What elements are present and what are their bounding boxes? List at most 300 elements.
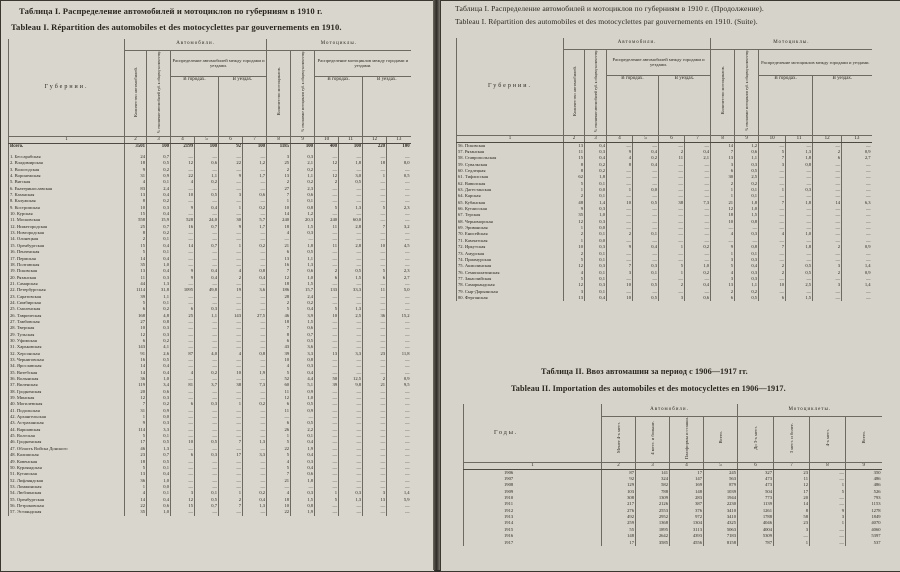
row-cell: 11 [564,149,585,155]
row-cell: 0,1 [585,270,607,276]
row-cell: — [243,230,267,236]
row-cell: 0,7 [147,154,171,160]
row-cell: — [813,257,842,263]
row-cell: 30 [711,174,735,180]
row-name: 15. Оренбургская [9,243,125,249]
row-cell: — [387,198,411,204]
row-name: 45. Волгская [9,433,125,439]
row-cell: — [339,319,363,325]
row-cell: 18 [125,160,147,166]
row-cell: 13 [267,256,291,262]
row-cell: 0,2 [147,230,171,236]
row-cell: 44 [125,281,147,287]
header-subcolumn [670,416,704,462]
row-cell: — [633,238,659,244]
table1-cont-title-fr: Tableau I. Répartition des automobiles et des motocyclettes par gouvernements en 1910. (Suite). [455,17,758,26]
row-cell: 10 [171,192,195,198]
row-cell: — [813,219,842,225]
row-cell: 1,8 [339,160,363,166]
row-cell: 22 [267,446,291,452]
row-cell: — [315,281,339,287]
row-name: 54. Люблинская [9,490,125,496]
row-cell: 4004 [738,527,774,533]
header-distribution-auto: Распределение автомобилей между городами и уездами. [607,49,711,76]
row-cell: — [813,174,842,180]
row-cell: — [339,154,363,160]
row-cell: 0,8 [147,319,171,325]
header-subcolumn [774,416,810,462]
row-cell: 7 [759,155,786,161]
row-cell: 0,4 [147,256,171,262]
row-cell: 1,5 [339,275,363,281]
row-cell: 12 [564,263,585,269]
row-cell: 6 [267,401,291,407]
row-cell: 9 [607,149,633,155]
row-cell: — [195,236,219,242]
row-cell: — [171,325,195,331]
row-cell: 1849 [846,514,882,520]
row-cell: 0,4 [633,149,659,155]
row-cell: — [685,174,711,180]
row-cell: 0,9 [842,270,872,276]
row-cell: 14 [813,200,842,206]
row-cell: 7,3 [243,382,267,388]
row-cell: 3,0 [339,173,363,179]
row-cell: 3585 [636,540,670,546]
row-cell: 0,7 [195,224,219,230]
row-cell: — [243,344,267,350]
row-name: 75. Акмолинская [457,263,564,269]
row-cell: 2,7 [842,155,872,161]
row-cell: 4,8 [147,313,171,319]
row-name: 43. Астраханская [9,420,125,426]
row-year: 1906 [464,469,602,476]
row-cell: 9 [171,205,195,211]
row-cell: — [363,503,387,509]
row-cell: 7183 [704,533,738,539]
row-cell: 24 [125,154,147,160]
row-cell: 5 [363,205,387,211]
row-cell: — [171,319,195,325]
row-cell: — [363,478,387,484]
row-name: 22. Петербургская [9,287,125,293]
row-cell: — [786,225,813,231]
book-gutter [433,0,440,570]
row-cell: 5 [315,205,339,211]
row-cell: — [243,306,267,312]
row-cell: — [171,376,195,382]
row-cell: 473 [738,482,774,488]
row-cell: 39 [125,294,147,300]
row-cell: 1153 [846,501,882,507]
row-cell: — [219,211,243,217]
row-cell: — [171,446,195,452]
row-cell: 12,5 [339,376,363,382]
row-cell: 0,1 [147,179,171,185]
row-cell: 0,6 [291,268,315,274]
column-number: 5 [195,136,219,143]
row-cell: 8 [125,230,147,236]
row-cell: 1 [607,187,633,193]
row-cell: — [387,465,411,471]
row-cell: — [243,389,267,395]
row-cell: 1 [125,484,147,490]
row-cell: 0,3 [291,363,315,369]
row-cell: 3 [267,154,291,160]
row-cell: 2,6 [147,351,171,357]
row-cell: — [659,257,685,263]
row-name: 61. Тифлисская [457,174,564,180]
row-cell: — [315,414,339,420]
row-cell: 0,1 [147,249,171,255]
row-cell: — [363,262,387,268]
row-cell: — [339,395,363,401]
row-cell: 10 [171,439,195,445]
row-cell: 6 [363,275,387,281]
row-cell: — [842,206,872,212]
row-cell: — [315,370,339,376]
row-cell: — [633,174,659,180]
header-motorcycles: Мотоциклеты. [738,404,882,416]
row-cell: — [387,262,411,268]
row-cell: 1,8 [786,155,813,161]
row-cell: — [243,294,267,300]
row-cell: 2,2 [291,427,315,433]
row-cell: 283 [670,495,704,501]
row-cell: — [219,294,243,300]
row-cell: 11 [267,408,291,414]
row-cell: 376 [670,508,704,514]
row-cell: — [711,238,735,244]
row-cell: 5 [315,306,339,312]
row-cell: — [243,427,267,433]
row-cell: 6 [711,295,735,301]
row-cell: — [659,212,685,218]
row-cell: — [195,344,219,350]
row-cell: — [339,484,363,490]
row-name: 57. Эстляндская [9,509,125,515]
total-cell: 3501 [125,143,147,150]
row-cell: 6 [125,338,147,344]
column-number: 6 [659,135,685,142]
row-cell: 13 [125,192,147,198]
row-cell: 0,2 [585,168,607,174]
row-cell: — [171,198,195,204]
row-cell: 5309 [738,533,774,539]
row-cell: 0,3 [147,205,171,211]
row-year: 1912 [464,508,602,514]
row-cell: — [633,251,659,257]
column-number: 8 [267,136,291,143]
row-cell: 1304 [670,520,704,526]
row-cell: 5 [267,370,291,376]
row-cell: — [786,174,813,180]
row-cell: — [219,509,243,515]
row-cell: — [387,370,411,376]
row-cell: 0,2 [147,198,171,204]
row-cell: 24,0 [195,217,219,223]
row-cell: 43 [267,344,291,350]
row-cell: 2 [607,231,633,237]
row-cell: — [387,236,411,242]
row-cell: — [387,211,411,217]
row-cell: 0,2 [685,244,711,250]
row-cell: 0,5 [633,200,659,206]
row-cell: 1,8 [291,243,315,249]
row-cell: — [387,357,411,363]
row-cell: 1,7 [243,173,267,179]
row-cell: — [315,427,339,433]
row-cell: 7 [711,149,735,155]
row-cell: — [786,181,813,187]
row-cell: 17 [602,540,636,546]
table-row [457,142,872,149]
row-name: 33. Черниговская [9,357,125,363]
row-cell: — [315,325,339,331]
row-cell: 0,9 [147,408,171,414]
row-cell: 582 [636,482,670,488]
row-cell: 1261 [738,508,774,514]
row-cell: 2 [564,231,585,237]
row-cell: 7 [759,244,786,250]
row-cell: 9 [564,206,585,212]
row-cell: 3,3 [291,351,315,357]
row-cell: 168 [125,313,147,319]
row-cell: — [387,256,411,262]
header-in-cities: В городах. [759,76,813,136]
row-cell: — [315,338,339,344]
row-cell: 1,3 [147,446,171,452]
row-cell: — [659,193,685,199]
row-cell: 3 [813,282,842,288]
row-cell: 1 [774,540,810,546]
row-name: 67. Терская [457,212,564,218]
header-motorcycles: Мотоциклы. [711,38,872,49]
row-cell: 7 [267,192,291,198]
row-cell: 0,5 [291,401,315,407]
row-name: 1. Бессарабская [9,154,125,160]
row-cell: — [387,192,411,198]
row-cell: — [339,198,363,204]
row-cell: — [339,192,363,198]
column-number: 5 [704,462,738,469]
row-cell: — [339,300,363,306]
row-cell: — [363,414,387,420]
table-row [464,540,882,546]
row-cell: — [219,198,243,204]
column-number-row [464,462,882,469]
row-cell: — [387,179,411,185]
row-cell: 2 [267,179,291,185]
row-cell: 1,0 [585,212,607,218]
row-cell: 141 [636,469,670,476]
row-cell: — [363,294,387,300]
row-cell: — [195,186,219,192]
row-cell: — [339,401,363,407]
row-cell: 7 [363,224,387,230]
row-cell: 0,8 [243,268,267,274]
row-cell: — [219,389,243,395]
row-cell: — [363,433,387,439]
row-cell: 2,8 [339,224,363,230]
row-cell: 12 [267,275,291,281]
row-cell: — [219,167,243,173]
row-cell: 0,6 [243,192,267,198]
row-cell: — [842,238,872,244]
row-cell: — [659,238,685,244]
row-name: 57. Рязанская [457,149,564,155]
row-cell: — [195,262,219,268]
row-cell: 0,6 [685,295,711,301]
row-cell: 0,2 [735,289,759,295]
row-cell: 2 [813,149,842,155]
header-count-moto: Количество мотоциклов. [267,50,291,136]
row-cell: 0,2 [735,181,759,187]
row-cell: — [813,295,842,301]
row-cell: 0,4 [147,243,171,249]
total-cell: 1185 [267,143,291,150]
row-cell: 1 [219,205,243,211]
row-cell: — [339,408,363,414]
row-cell: 119 [125,382,147,388]
row-cell: — [171,420,195,426]
row-cell: 504 [738,489,774,495]
row-cell: — [315,395,339,401]
header-count-auto: Количество автомобилей. [564,49,585,135]
row-cell: — [813,168,842,174]
row-cell: 2,3 [387,268,411,274]
row-cell: 129 [602,482,636,488]
row-cell: 9,5 [387,382,411,388]
row-cell: — [219,332,243,338]
row-name: 51. Кутаиская [9,471,125,477]
total-cell: 92 [219,143,243,150]
row-cell: 1944 [704,495,738,501]
row-cell: 52 [267,376,291,382]
row-cell: 0,5 [339,179,363,185]
header-distribution-moto: Распределение мотоциклов между городами и уездами. [759,49,872,76]
row-cell: 7 [607,263,633,269]
row-cell: — [685,168,711,174]
column-number: 9 [291,136,315,143]
row-cell: — [842,212,872,218]
row-cell: — [339,389,363,395]
row-cell: 0,4 [585,142,607,149]
row-cell: — [387,471,411,477]
row-cell: 26 [267,427,291,433]
row-cell: — [813,187,842,193]
row-name: 55. Оренбургская [9,497,125,503]
row-cell: — [339,325,363,331]
row-cell: 0,2 [291,167,315,173]
row-cell: — [219,357,243,363]
column-number: 9 [846,462,882,469]
row-cell: 0,1 [147,490,171,496]
row-cell: 0,6 [291,325,315,331]
row-cell: 2 [813,244,842,250]
row-cell: 6 [267,338,291,344]
row-cell: 2 [759,263,786,269]
row-cell: — [339,338,363,344]
row-cell: 46 [125,446,147,452]
row-cell: — [243,484,267,490]
row-cell: 2 [315,179,339,185]
row-cell: 27 [125,319,147,325]
total-cell: 100 [243,143,267,150]
row-cell: — [315,420,339,426]
row-cell: 1 [564,187,585,193]
row-cell: 1,0 [291,395,315,401]
row-cell: — [339,249,363,255]
row-cell: 1,1 [735,155,759,161]
row-cell: 0,1 [291,198,315,204]
row-cell: 83 [125,186,147,192]
row-cell: 1,1 [291,173,315,179]
row-cell: 3 [813,263,842,269]
row-cell: 21 [711,200,735,206]
row-cell: 33,3 [339,287,363,293]
row-cell: 486 [846,482,882,488]
row-cell: 31 [125,173,147,179]
row-name: 48. Калишская [9,452,125,458]
row-cell: 350 [846,469,882,476]
row-name: 42. Архангельская [9,414,125,420]
row-cell: 36 [125,376,147,382]
row-cell: 3 [711,276,735,282]
row-cell: 0,3 [195,452,219,458]
row-cell: — [339,427,363,433]
column-number: 7 [685,135,711,142]
row-cell: — [363,306,387,312]
row-cell: 0,2 [147,167,171,173]
row-cell: — [171,236,195,242]
row-cell: — [339,357,363,363]
row-cell: 0,9 [842,149,872,155]
row-cell: 9 [219,173,243,179]
row-cell: — [339,370,363,376]
row-cell: 1 [267,198,291,204]
row-cell: 35 [564,212,585,218]
column-number: 2 [602,462,636,469]
row-cell: 4060 [846,527,882,533]
row-cell: 4 [171,179,195,185]
row-cell: — [387,484,411,490]
row-cell: 2 [267,300,291,306]
row-name: 14. Олонецкая [9,236,125,242]
row-cell: 0,4 [147,497,171,503]
row-cell: 0,5 [291,420,315,426]
row-cell: 10 [267,205,291,211]
row-cell: 1,4 [842,282,872,288]
row-cell: — [339,509,363,515]
header-subcolumn-label: Всего. [718,431,723,444]
row-cell: 5,1 [291,382,315,388]
row-cell: — [339,452,363,458]
row-cell: 18 [267,281,291,287]
row-name: 2. Владимирская [9,160,125,166]
row-cell: 143 [219,313,243,319]
row-cell: — [810,476,846,482]
row-year: 1916 [464,533,602,539]
row-cell: 17 [125,439,147,445]
row-cell: — [339,471,363,477]
row-cell: 0,5 [735,168,759,174]
row-cell: 0,5 [291,338,315,344]
row-cell: 563 [704,476,738,482]
row-name: 20. Рязанская [9,275,125,281]
row-cell: 0,5 [195,439,219,445]
row-cell: 15 [125,243,147,249]
